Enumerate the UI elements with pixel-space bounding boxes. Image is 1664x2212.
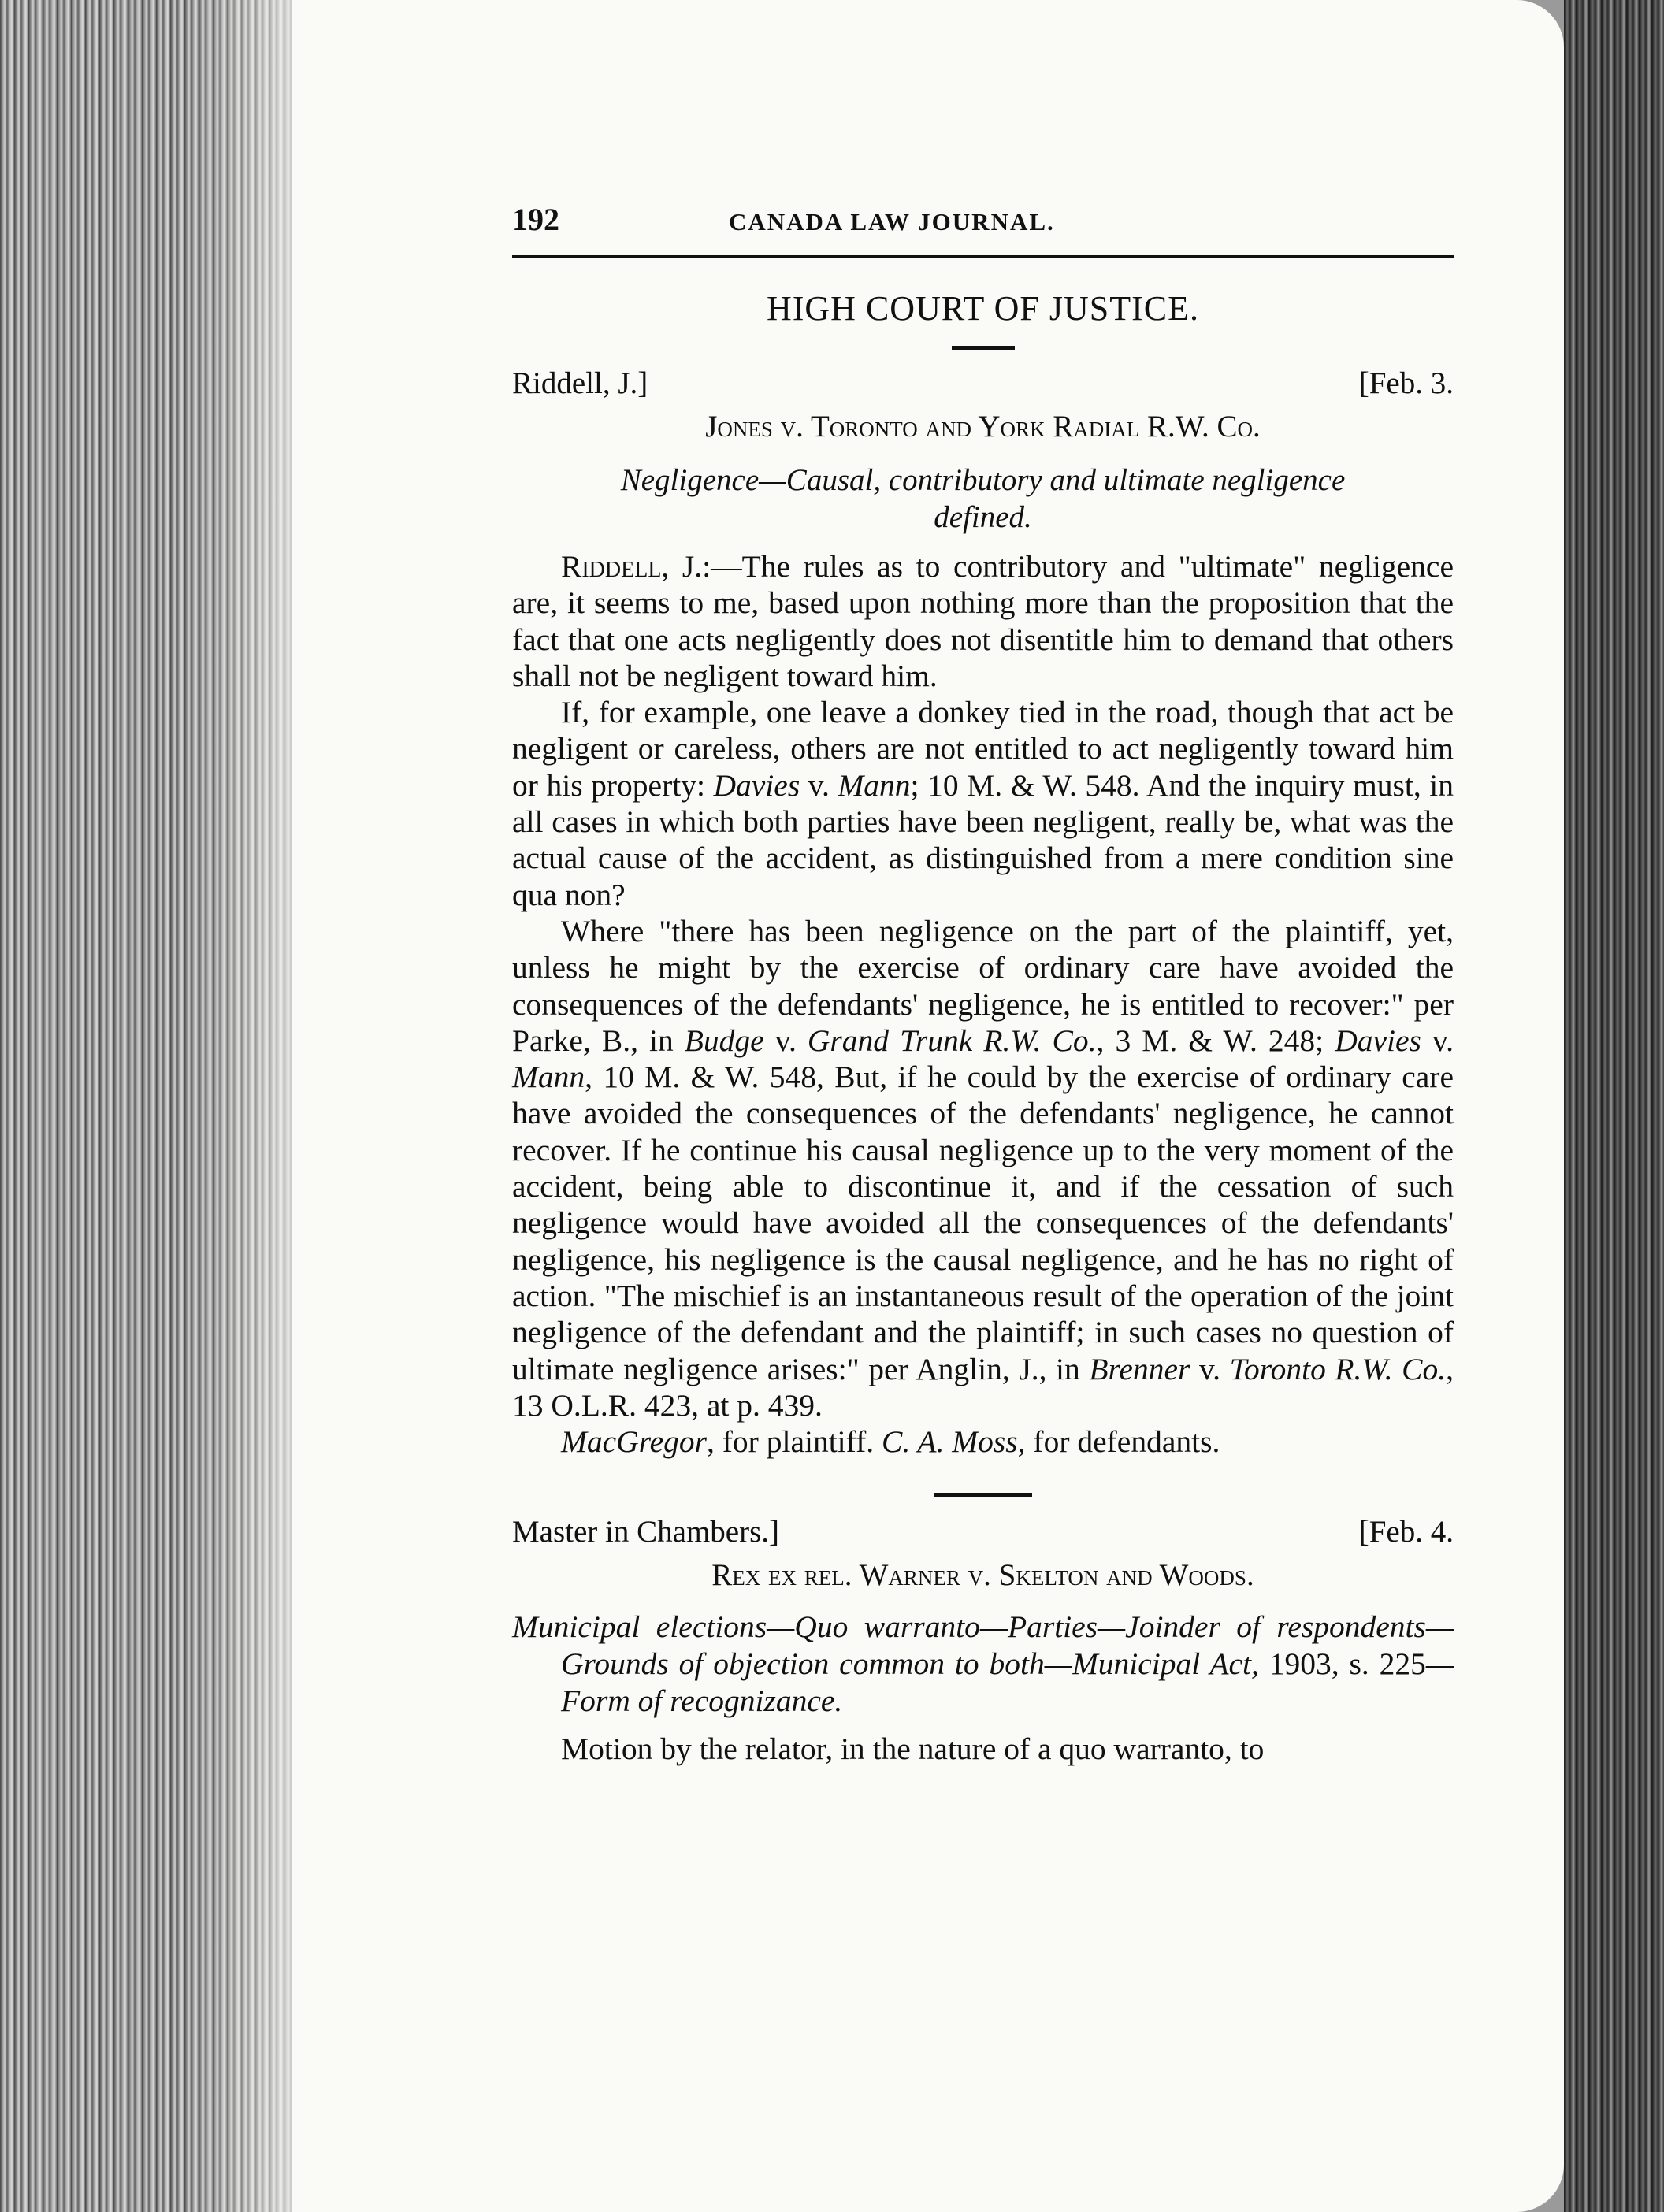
case-divider — [934, 1493, 1032, 1497]
section-divider — [952, 346, 1015, 350]
right-page-edge — [1564, 0, 1664, 2212]
case2-judge: Master in Chambers.] — [512, 1515, 780, 1550]
header-rule — [512, 255, 1454, 258]
case1-judge: Riddell, J.] — [512, 366, 648, 400]
page-content — [512, 201, 1454, 1767]
case1-paragraph-2: If, for example, one leave a donkey tied in the road, though that act be negligent or careless, others are not entitled to act negligently toward him or his property: Davies v. Mann; 10 M. & W. 548. And the inquiry must, in all cases in which both parties have been negligent, really be, what was the actual cause of the accident, as distinguished from a mere condition sine qua non? — [512, 695, 1454, 912]
case1-paragraph-3: Where "there has been negligence on the part of the plaintiff, yet, unless he might by the exercise of ordinary care have avoided the consequences of the defendants' negligence, he is entitled to recover:" per Parke, B., in Budge v. Grand Trunk R.W. Co., 3 M. & W. 248; Davies v. Mann, 10 M. & W. 548, But, if he could by the exercise of ordinary care have avoided the consequences of the defendants' negligence, he cannot recover. If he continue his causal negligence up to the very moment of the accident, being able to discontinue it, and if the cessation of such negligence would have avoided all the consequences of the defendants' negligence, his negligence is the causal negligence, and he has no right of action. "The mischief is an instantaneous result of the operation of the joint negligence of the defendant and the plaintiff; in such cases no question of ultimate negligence arises:" per Anglin, J., in Brenner v. Toronto R.W. Co., 13 O.L.R. 423, at p. 439. — [512, 913, 1454, 1423]
case1-paragraph-1: Riddell, J.:—The rules as to contributory and "ultimate" negligence are, it seems to me, based upon nothing more than the proposition that the fact that one acts negligently does not disentitle him to demand that others shall not be negligent toward him. — [512, 549, 1454, 693]
gutter-fade — [197, 0, 323, 2212]
case2-judge-line — [512, 1514, 1454, 1550]
journal-title: CANADA LAW JOURNAL. — [729, 208, 1055, 236]
case2-title: Rex ex rel. Warner v. Skelton and Woods. — [711, 1558, 1254, 1593]
case2-catchwords: Municipal elections—Quo warranto—Parties—Joinder of respondents—Grounds of objection common to both—Municipal Act, 1903, s. 225—Form of recognizance. — [512, 1609, 1454, 1719]
court-heading: HIGH COURT OF JUSTICE. — [766, 289, 1200, 328]
case1-counsel: MacGregor, for plaintiff. C. A. Moss, for defendants. — [561, 1424, 1220, 1460]
case1-judge-line — [512, 366, 1454, 401]
case2-date: [Feb. 4. — [1358, 1515, 1454, 1550]
page-number: 192 — [512, 202, 559, 237]
case1-title: Jones v. Toronto and York Radial R.W. Co. — [705, 410, 1261, 444]
case1-catchwords: Negligence—Causal, contributory and ultimate negligence defined. — [620, 463, 1346, 534]
running-head — [512, 201, 1454, 238]
case1-date: [Feb. 3. — [1358, 366, 1454, 400]
case2-paragraph-1: Motion by the relator, in the nature of a quo warranto, to — [561, 1731, 1265, 1767]
